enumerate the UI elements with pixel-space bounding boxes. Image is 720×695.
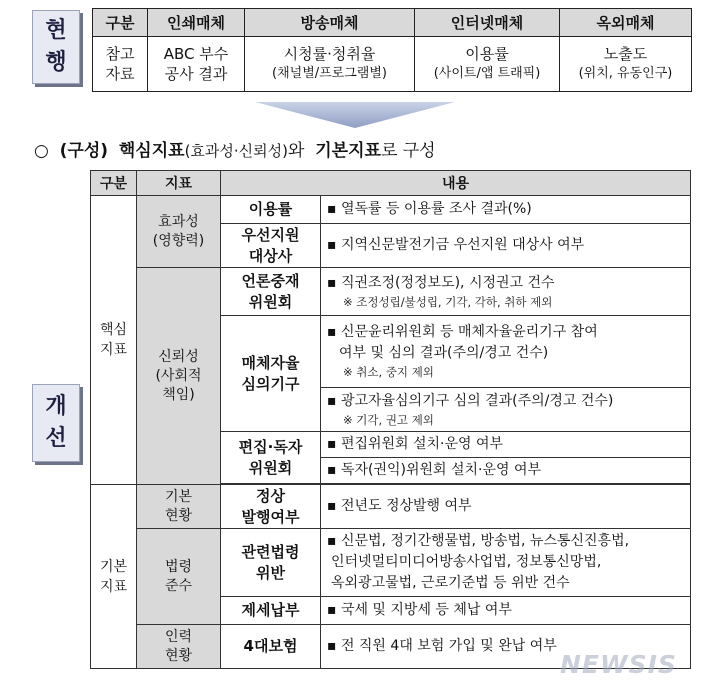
- header-cell: 구분: [93, 9, 148, 37]
- item-regular-publication: 정상 발행여부: [221, 485, 321, 529]
- improved-label-char: 선: [45, 426, 67, 451]
- compliance-indicator: 법령 준수: [137, 529, 221, 625]
- newsis-watermark: NEWSIS: [560, 650, 677, 679]
- core-indicator-category: 핵심 지표: [91, 196, 137, 485]
- table-row: [91, 196, 691, 224]
- current-label-tab: [32, 10, 80, 84]
- content-cell: ▪ 지역신문발전기금 우선지원 대상사 여부: [321, 224, 691, 268]
- improved-label-char: 개: [45, 394, 67, 419]
- item-tax-payment: 제세납부: [221, 597, 321, 625]
- table-header-row: [91, 171, 691, 196]
- table-row: [93, 37, 692, 92]
- internet-media-cell: 이용률 (사이트/앱 트래픽): [415, 37, 560, 92]
- reliability-indicator: 신뢰성 (사회적 책임): [137, 268, 221, 485]
- basic-indicator-category: 기본 지표: [91, 485, 137, 669]
- effectiveness-indicator: 효과성 (영향력): [137, 196, 221, 268]
- indicator-table: [90, 170, 691, 669]
- content-cell: ▪ 직권조정(정정보도), 시정권고 건수 ※ 조정성립/불성립, 기각, 각하, 취하 제외: [321, 268, 691, 316]
- item-press-arbitration: 언론중재 위원회: [221, 268, 321, 316]
- item-usage-rate: 이용률: [221, 196, 321, 224]
- table-row: [91, 529, 691, 597]
- header-cell: 인쇄매체: [148, 9, 245, 37]
- item-priority-support: 우선지원 대상사: [221, 224, 321, 268]
- table-header-row: [93, 9, 692, 37]
- outdoor-media-cell: 노출도 (위치, 유동인구): [560, 37, 692, 92]
- workforce-indicator: 인력 현황: [137, 625, 221, 669]
- content-cell: ▪ 독자(권익)위원회 설치·운영 여부: [321, 458, 691, 484]
- content-cell: ▪ 전 직원 4대 보험 가입 및 완납 여부: [321, 625, 691, 669]
- item-editorial-committee: 편집·독자 위원회: [221, 432, 321, 484]
- down-arrow-icon: [255, 102, 455, 130]
- print-media-cell: ABC 부수 공사 결과: [148, 37, 245, 92]
- item-four-insurances: 4대보험: [221, 625, 321, 669]
- content-cell: ▪ 국세 및 지방세 등 체납 여부: [321, 597, 691, 625]
- broadcast-media-cell: 시청률·청취율 (채널별/프로그램별): [245, 37, 415, 92]
- content-cell: ▪ 열독률 등 이용률 조사 결과(%): [321, 196, 691, 224]
- improved-label-tab: [32, 384, 80, 462]
- header-cell: 옥외매체: [560, 9, 692, 37]
- current-media-table: [92, 8, 692, 92]
- category-cell: 참고 자료: [93, 37, 148, 92]
- content-cell: ▪ 신문윤리위원회 등 매체자율윤리기구 참여 여부 및 심의 결과(주의/경고 건수) ※ 취소, 중지 제외: [321, 316, 691, 388]
- table-row: [91, 268, 691, 316]
- table-row: [91, 485, 691, 529]
- status-indicator: 기본 현황: [137, 485, 221, 529]
- content-cell: ▪ 광고자율심의기구 심의 결과(주의/경고 건수) ※ 기각, 권고 제외: [321, 388, 691, 432]
- content-cell: ▪ 편집위원회 설치·운영 여부: [321, 432, 691, 458]
- header-cell: 인터넷매체: [415, 9, 560, 37]
- header-cell: 내용: [221, 171, 691, 196]
- current-label-char: 행: [45, 50, 67, 75]
- header-cell: 지표: [137, 171, 221, 196]
- item-law-violation: 관련법령 위반: [221, 529, 321, 597]
- content-cell: ▪ 신문법, 정기간행물법, 방송법, 뉴스통신진흥법, 인터넷멀티미디어방송사업법, 정보통신망법, 옥외광고물법, 근로기준법 등 위반 건수: [321, 529, 691, 597]
- section-heading: ○ (구성) 핵심지표(효과성·신뢰성)와 기본지표로 구성: [34, 141, 436, 161]
- content-cell: ▪ 전년도 정상발행 여부: [321, 485, 691, 529]
- header-cell: 방송매체: [245, 9, 415, 37]
- item-self-regulation: 매체자율 심의기구: [221, 316, 321, 432]
- current-label-char: 현: [45, 18, 67, 43]
- header-cell: 구분: [91, 171, 137, 196]
